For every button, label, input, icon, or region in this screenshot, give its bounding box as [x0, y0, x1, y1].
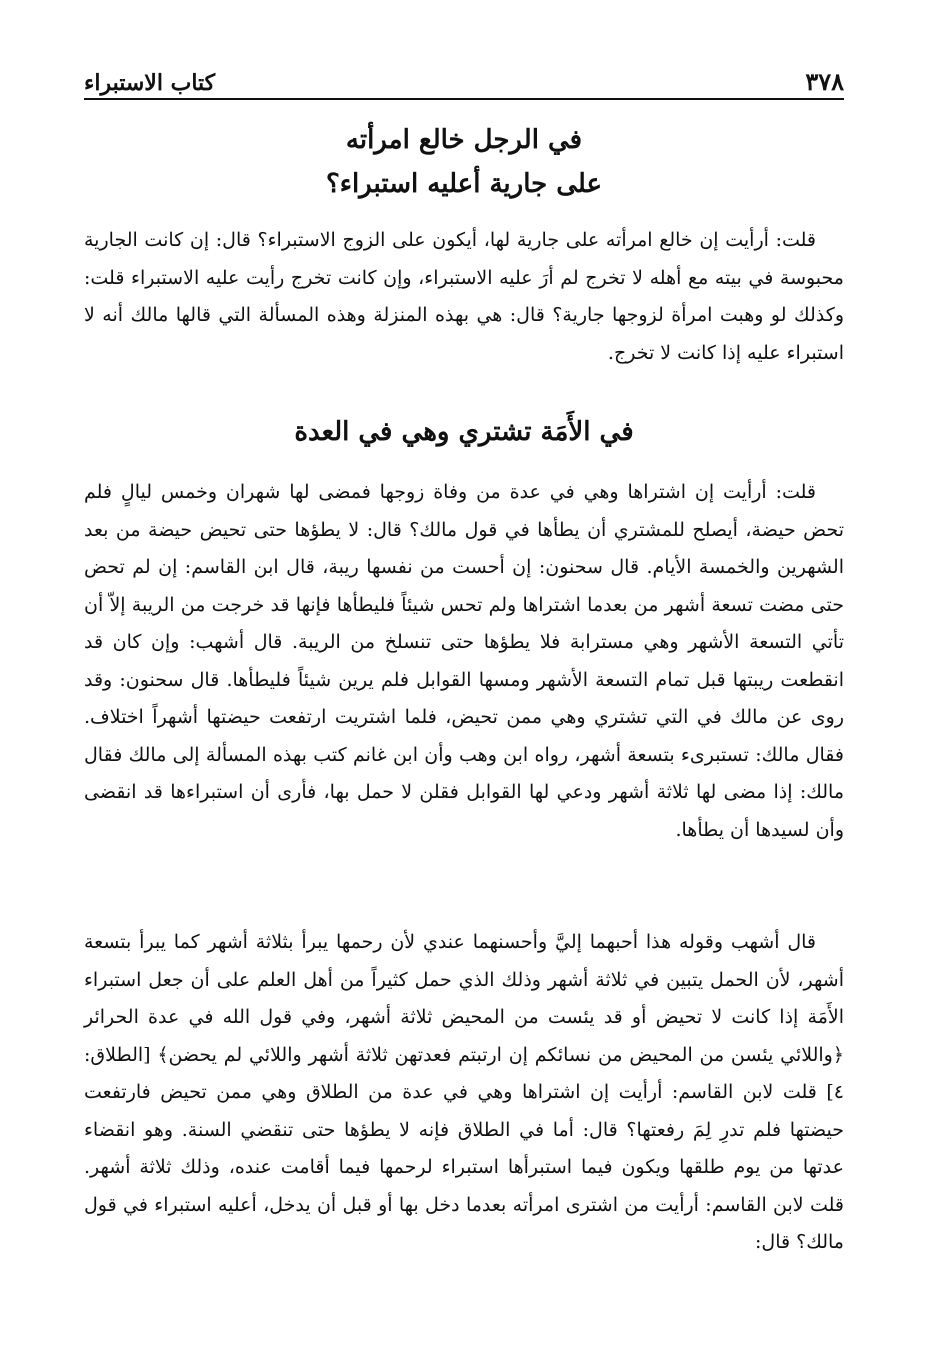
section-1-heading: [84, 118, 844, 206]
section-2-heading: في الأَمَة تشتري وهي في العدة: [294, 417, 634, 447]
running-head: [84, 60, 844, 100]
section-2-paragraph-2: [84, 924, 844, 1262]
section-1-title-line-2: على جارية أعليه استبراء؟: [325, 169, 603, 199]
page-number: ٣٧٨: [805, 67, 844, 96]
book-title: كتاب الاستبراء: [84, 70, 216, 96]
section-1-title-line-1: في الرجل خالع امرأته: [345, 125, 583, 155]
section-2-paragraph-1-text: قلت: أرأيت إن اشتراها وهي في عدة من وفاة زوجها فمضى لها شهران وخمس ليالٍ فلم تحض حيضة، أيصلح للمشتري أن يطأها في قول مالك؟ قال: لا يطؤها حتى تحيض حيضة من بعد الشهرين والخمسة الأيام. قال سحنون: إن أحست من نفسها ريبة، قال ابن القاسم: إن لم تحض حتى مضت تسعة أشهر من بعدما اشتراها ولم تحس شيئاً فليطأها فإنها قد خرجت من الريبة إلاّ أن تأتي التسعة الأشهر وهي مسترابة فلا يطؤها حتى تنسلخ من الريبة. قال أشهب: وإن كان قد انقطعت ريبتها قبل تمام التسعة الأشهر ومسها القوابل فلم يرين شيئاً فليطأها. قال سحنون: وقد روى عن مالك في التي تشتري وهي ممن تحيض، فلما اشتريت ارتفعت حيضتها أشهراً اختلاف. فقال مالك: تستبرىء بتسعة أشهر، رواه ابن وهب وأن ابن غانم كتب بهذه المسألة إلى مالك فقال مالك: إذا مضى لها ثلاثة أشهر ودعي لها القوابل فقلن لا حمل بها، فأرى أن استبراءها قد انقضى وأن لسيدها أن يطأها.: [84, 481, 844, 841]
section-1-paragraph-text: قلت: أرأيت إن خالع امرأته على جارية لها، أيكون على الزوج الاستبراء؟ قال: إن كانت الجارية محبوسة في بيته مع أهله لا تخرج لم أرَ عليه الاستبراء، وإن كانت تخرج رأيت عليه الاستبراء قلت: وكذلك لو وهبت امرأة لزوجها جارية؟ قال: هي بهذه المنزلة وهذه المسألة التي قالها مالك أنه لا استبراء عليه إذا كانت لا تخرج.: [84, 229, 844, 364]
section-2-paragraph-1: [84, 474, 844, 849]
section-1-paragraph: [84, 222, 844, 372]
section-2-paragraph-2-text: قال أشهب وقوله هذا أحبهما إليَّ وأحسنهما عندي لأن رحمها يبرأ بثلاثة أشهر كما يبرأ بتسعة أشهر، لأن الحمل يتبين في ثلاثة أشهر وذلك الذي حمل كثيراً من أهل العلم على أن جعل استبراء الأَمَة إذا كانت لا تحيض أو قد يئست من المحيض ثلاثة أشهر، وفي قول الله في عدة الحرائر ﴿واللائي يئسن من المحيض من نسائكم إن ارتبتم فعدتهن ثلاثة أشهر واللائي لم يحضن﴾ [الطلاق: ٤] قلت لابن القاسم: أرأيت إن اشتراها وهي في عدة من الطلاق وهي ممن تحيض فارتفعت حيضتها فلم تدرِ لِمَ رفعتها؟ قال: أما في الطلاق فإنه لا يطؤها حتى تنقضي السنة. وهو انقضاء عدتها من يوم طلقها ويكون فيما استبرأها استبراء لرحمها فيما أقامت عنده، وذلك ثلاثة أشهر. قلت لابن القاسم: أرأيت من اشترى امرأته بعدما دخل بها أو قبل أن يدخل، أعليه استبراء في قول مالك؟ قال:: [84, 931, 844, 1253]
